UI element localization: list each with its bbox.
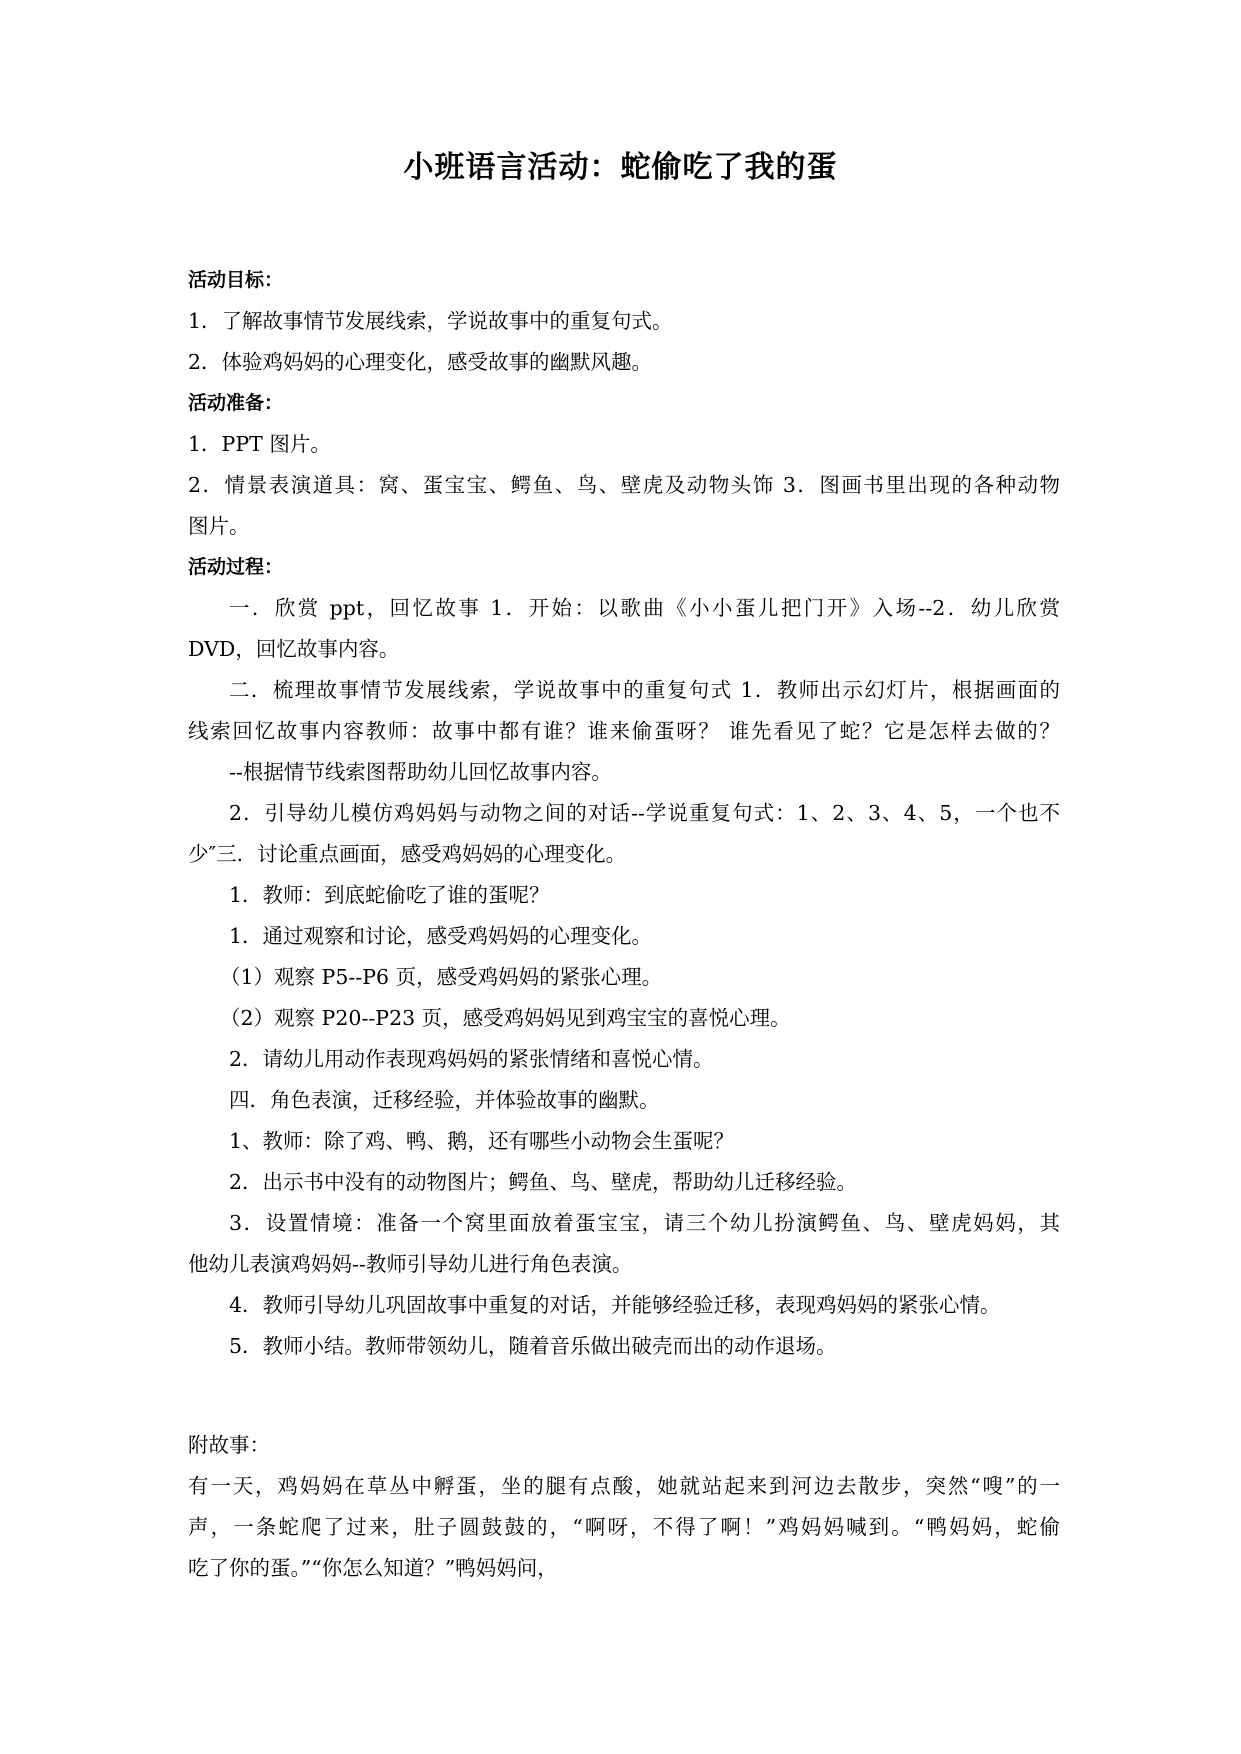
body-line: 5．教师小结。教师带领幼儿，随着音乐做出破壳而出的动作退场。 xyxy=(229,1334,837,1358)
body-line: 1．通过观察和讨论，感受鸡妈妈的心理变化。 xyxy=(229,924,653,948)
body-line: 2．情景表演道具：窝、蛋宝宝、鳄鱼、鸟、壁虎及动物头饰 3．图画书里出现的各种动物 xyxy=(188,473,1060,497)
body-line: 二．梳理故事情节发展线索，学说故事中的重复句式 1．教师出示幻灯片，根据画面的 xyxy=(229,678,1060,702)
story-line: 有一天，鸡妈妈在草丛中孵蛋，坐的腿有点酸，她就站起来到河边去散步，突然“嗖”的一 xyxy=(188,1474,1060,1498)
body-line: 4．教师引导幼儿巩固故事中重复的对话，并能够经验迁移，表现鸡妈妈的紧张心情。 xyxy=(229,1293,1001,1317)
body-line: 2．请幼儿用动作表现鸡妈妈的紧张情绪和喜悦心情。 xyxy=(229,1047,714,1071)
body-line: 图片。 xyxy=(188,514,250,538)
body-line: 2．引导幼儿模仿鸡妈妈与动物之间的对话--学说重复句式：1、2、3、4、5，一个也不 xyxy=(229,801,1060,825)
story-line: 吃了你的蛋。”“你怎么知道？”鸭妈妈问， xyxy=(188,1556,558,1580)
body-line: 他幼儿表演鸡妈妈--教师引导幼儿进行角色表演。 xyxy=(188,1252,633,1276)
story-line: 声，一条蛇爬了过来，肚子圆鼓鼓的，“啊呀，不得了啊！”鸡妈妈喊到。“鸭妈妈，蛇偷 xyxy=(188,1515,1060,1539)
body-line: 3．设置情境：准备一个窝里面放着蛋宝宝，请三个幼儿扮演鳄鱼、鸟、壁虎妈妈，其 xyxy=(229,1211,1060,1235)
body-line: 四．角色表演，迁移经验，并体验故事的幽默。 xyxy=(229,1088,660,1112)
body-line: 一．欣赏 ppt，回忆故事 1．开始：以歌曲《小小蛋儿把门开》入场--2．幼儿欣赏 xyxy=(229,596,1060,620)
body-line: 2．体验鸡妈妈的心理变化，感受故事的幽默风趣。 xyxy=(188,350,653,374)
body-line: DVD，回忆故事内容。 xyxy=(188,637,400,661)
lesson-body xyxy=(188,260,1060,1367)
body-line: 线索回忆故事内容教师：故事中都有谁？谁来偷蛋呀？ 谁先看见了蛇？它是怎样去做的？ xyxy=(188,719,1060,743)
page-title: 小班语言活动：蛇偷吃了我的蛋 xyxy=(403,150,838,185)
appendix-story xyxy=(188,1425,1060,1589)
section-heading-goals: 活动目标： xyxy=(188,269,284,291)
section-heading-process: 活动过程： xyxy=(188,556,284,578)
story-heading: 附故事： xyxy=(188,1433,270,1457)
body-line: 2．出示书中没有的动物图片；鳄鱼、鸟、壁虎，帮助幼儿迁移经验。 xyxy=(229,1170,858,1194)
body-line: 少″三．讨论重点画面，感受鸡妈妈的心理变化。 xyxy=(188,842,627,866)
body-line: 1．了解故事情节发展线索，学说故事中的重复句式。 xyxy=(188,309,673,333)
section-heading-preparation: 活动准备： xyxy=(188,392,284,414)
body-line: （1）观察 P5--P6 页，感受鸡妈妈的紧张心理。 xyxy=(220,965,663,989)
body-line: --根据情节线索图帮助幼儿回忆故事内容。 xyxy=(229,760,612,784)
body-line: 1．教师：到底蛇偷吃了谁的蛋呢？ xyxy=(229,883,550,907)
body-line: 1．PPT 图片。 xyxy=(188,432,331,456)
body-line: 1、教师：除了鸡、鸭、鹅，还有哪些小动物会生蛋呢？ xyxy=(229,1129,735,1153)
body-line: （2）观察 P20--P23 页，感受鸡妈妈见到鸡宝宝的喜悦心理。 xyxy=(220,1006,791,1030)
